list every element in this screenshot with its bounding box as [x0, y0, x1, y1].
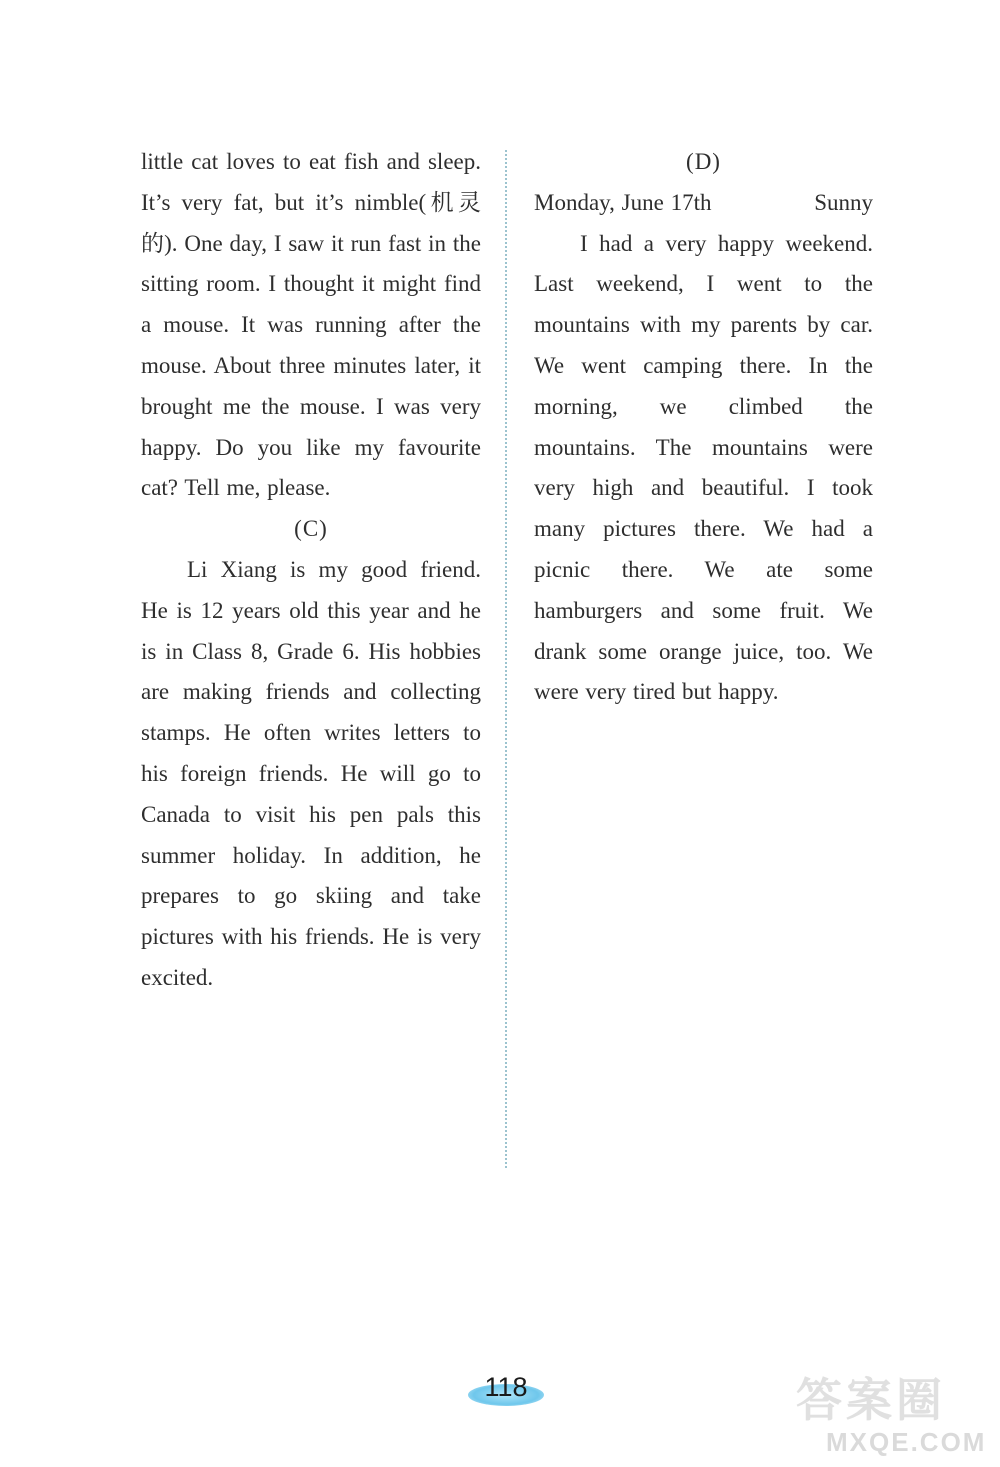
left-column [141, 142, 481, 999]
diary-date: Monday, June 17th [534, 189, 712, 215]
column-divider [505, 150, 507, 1168]
right-column [534, 142, 873, 713]
passage-c-heading: (C) [294, 516, 328, 542]
page-number [468, 1372, 544, 1410]
passage-c-text: Li Xiang is my good friend. He is 12 years old this year and he is in Class 8, Grade 6. His hobbies are making friends and collecting stamps. He often writes letters to his foreign friends. He will go to Canada to visit his pen pals this summer holiday. In addition, he prepares to go skiing and take pictures with his friends. He is very excited. [141, 556, 481, 990]
diary-header [534, 183, 873, 224]
passage-b-continuation: little cat loves to eat fish and sleep. It’s very fat, but it’s nimble(机灵的). One day, I saw it run fast in the sitting room. I thought it might find a mouse. It was running after the mouse. About three minutes later, it brought me the mouse. I was very happy. Do you like my favourite cat? Tell me, please. [141, 149, 481, 501]
passage-d-text: I had a very happy weekend. Last weekend, I went to the mountains with my parents by car. We went camping there. In the morning, we climbed the mountains. The mountains were very high and beautiful. I took many pictures there. We had a picnic there. We ate some hamburgers and some fruit. We drank some orange juice, too. We were very tired but happy. [534, 230, 873, 705]
page-number-text: 118 [484, 1372, 528, 1402]
passage-d-heading: (D) [686, 149, 721, 174]
diary-weather: Sunny [814, 189, 873, 215]
watermark-bottom-text: MXQE.COM [826, 1427, 987, 1457]
watermark-top-text: 答案圈 [796, 1373, 946, 1427]
watermark-logo [796, 1372, 996, 1462]
